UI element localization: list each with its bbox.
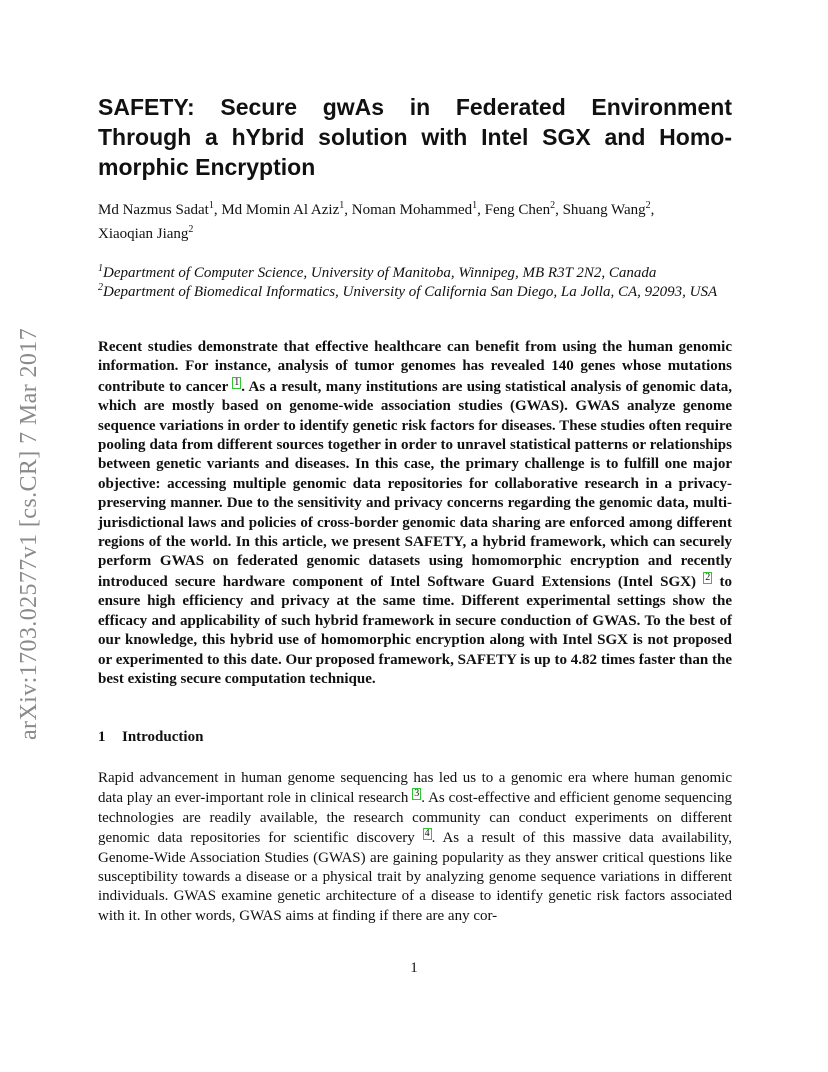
affiliation-mark: 1 xyxy=(98,263,103,274)
affiliation-text: Department of Biomedical Informatics, University of California San Diego, La Jolla, CA, 92093, USA xyxy=(103,284,718,300)
paper-title: SAFETY: Secure gwAs in Federated Environment Through a hYbrid solution with Intel SGX and Homo-morphic Encryption xyxy=(98,94,732,180)
author-affiliation-mark: 2 xyxy=(645,200,651,211)
section-title: Introduction xyxy=(122,729,204,745)
affiliation-2 xyxy=(98,278,732,302)
citation-link[interactable]: 3 xyxy=(414,788,420,800)
body-text: . As a result of this massive data availability, Genome-Wide Association Studies (GWAS) are gaining popularity as they answer critical questions like susceptibility towards a disease or a physical trait by analyzing genome sequence variations in different individuals. GWAS examine genetic architecture of a disease to identify genetic risk factors associated with it. In other words, GWAS aims at finding if there are any cor- xyxy=(98,830,732,924)
introduction-paragraph xyxy=(98,769,732,926)
author-name: Feng Chen xyxy=(484,202,551,218)
section-number: 1 xyxy=(98,729,106,745)
author-name: Md Momin Al Aziz xyxy=(221,202,340,218)
citation-link[interactable]: 4 xyxy=(424,828,430,840)
abstract-text: Recent studies demonstrate that effective healthcare can benefit from using the human genomic information. For instance, analysis of tumor genomes has revealed 140 genes whose mutations contribute to cancer xyxy=(98,339,732,395)
page-number: 1 xyxy=(410,960,418,976)
author-list: Md Nazmus Sadat$^1$, Md Momin Al Aziz$^1$, Noman Mohammed$^1$, Feng Chen$^2$, Shuang Wang$^2$, Xiaoqian Jiang$^2$ xyxy=(98,200,655,242)
arxiv-identifier: arXiv:1703.02577v1 [cs.CR] 7 Mar 2017 xyxy=(16,327,42,740)
author-affiliation-mark: 1 xyxy=(472,200,478,211)
abstract-text: . As a result, many institutions are using statistical analysis of genomic data, which are mostly based on genome-wide association studies (GWAS). GWAS analyze genome sequence variations in order to identify genetic risk factors for diseases. These studies often require pooling data from different sources together in order to unravel statistical patterns or relationships between genetic variants and diseases. In this case, the primary challenge is to fulfill one major objective: accessing multiple genomic data repositories for collaborative research in a privacy-preserving manner. Due to the sensitivity and privacy concerns regarding the genomic data, multi-jurisdictional laws and policies of cross-border genomic data sharing are enforced among different regions of the world. In this article, we present SAFETY, a hybrid framework, which can securely perform GWAS on federated genomic datasets using homomorphic encryption and recently introduced secure hardware component of Intel Software Guard Extensions (Intel SGX) xyxy=(98,378,732,590)
author-affiliation-mark: 1 xyxy=(339,200,345,211)
author-name: Shuang Wang xyxy=(562,202,646,218)
body-text: Rapid advancement in human genome sequencing has led us to a genomic era where human genomic data play an ever-important role in clinical research xyxy=(98,770,732,807)
affiliation-mark: 2 xyxy=(98,282,103,293)
author-name: Xiaoqian Jiang xyxy=(98,226,189,242)
author-affiliation-mark: 1 xyxy=(208,200,214,211)
author-name: Noman Mohammed xyxy=(351,202,473,218)
section-heading xyxy=(98,729,732,746)
author-affiliation-mark: 2 xyxy=(550,200,556,211)
abstract xyxy=(98,338,732,689)
author-affiliation-mark: 2 xyxy=(188,224,194,235)
citation-link[interactable]: 1 xyxy=(234,376,240,388)
citation-link[interactable]: 2 xyxy=(705,571,711,583)
affiliation-text: Department of Computer Science, University of Manitoba, Winnipeg, MB R3T 2N2, Canada xyxy=(103,265,657,281)
body-text: . As cost-effective and efficient genome sequencing technologies are readily available, the research community can conduct experiments on different genomic data repositories for scientific discovery xyxy=(98,790,732,847)
author-name: Md Nazmus Sadat xyxy=(98,202,209,218)
abstract-text: to ensure high efficiency and privacy at the same time. Different experimental settings show the efficacy and applicability of such hybrid framework in secure conduction of GWAS. To the best of our knowledge, this hybrid use of homomorphic encryption along with Intel SGX is not proposed or experimented to this date. Our proposed framework, SAFETY is up to 4.82 times faster than the best existing secure computation technique. xyxy=(98,573,732,687)
